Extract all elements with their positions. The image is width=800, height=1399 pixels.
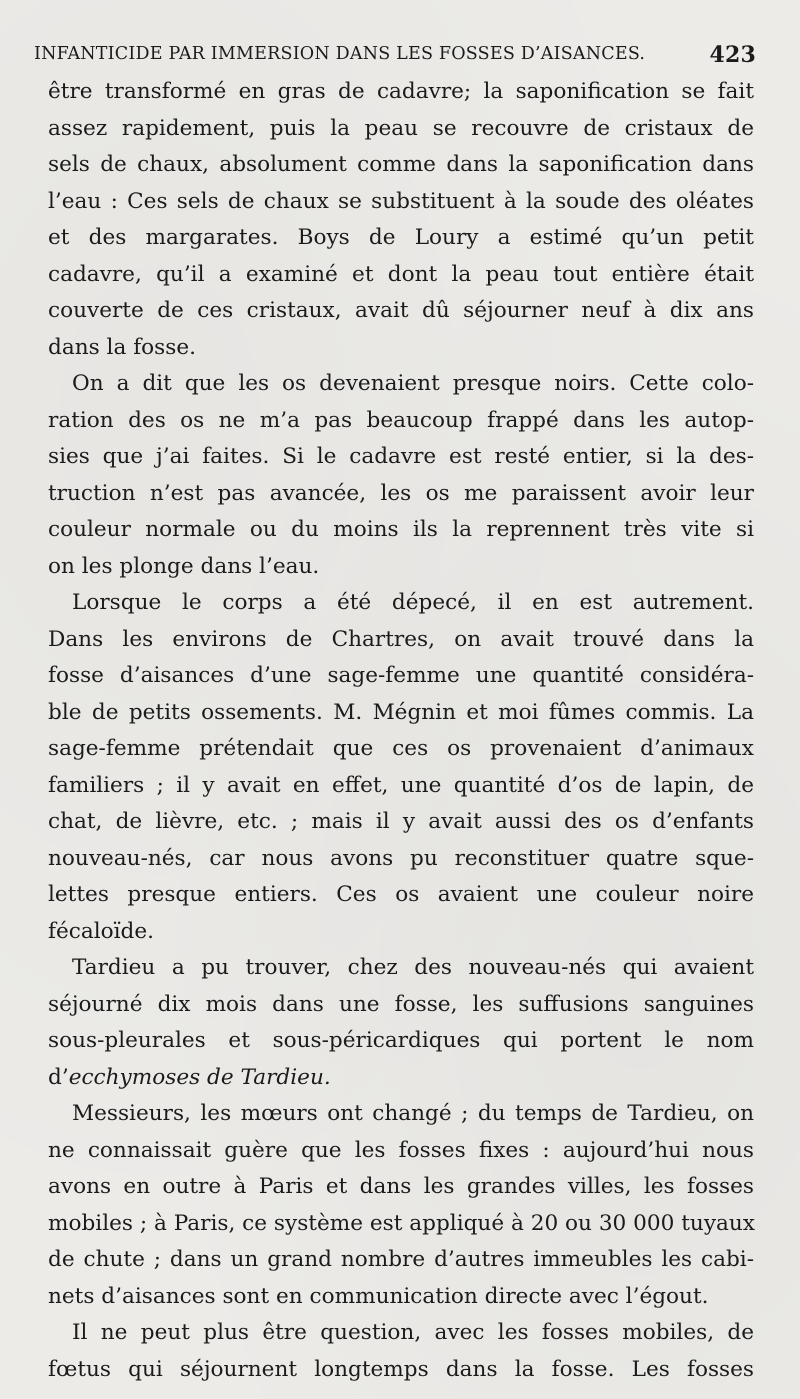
text-line: assez rapidement, puis la peau se recouvre de cristaux de xyxy=(48,115,754,141)
text-line: cadavre, qu’il a examiné et dont la peau tout entière était xyxy=(48,261,754,287)
text-line: Il ne peut plus être question, avec les fosses mobiles, de xyxy=(72,1320,754,1345)
text-line: être transformé en gras de cadavre; la saponification se fait xyxy=(48,79,754,104)
text-line: dans la fosse. xyxy=(48,334,196,360)
running-header xyxy=(34,34,756,74)
body-text xyxy=(48,74,754,1388)
text-line: nouveau-nés, car nous avons pu reconstituer quatre sque- xyxy=(48,845,754,871)
running-title: INFANTICIDE PAR IMMERSION DANS LES FOSSES D’AISANCES. xyxy=(34,44,646,64)
text-line: fosse d’aisances d’une sage-femme une quantité considéra- xyxy=(48,663,754,688)
text-line: familiers ; il y avait en effet, une quantité d’os de lapin, de xyxy=(48,772,754,798)
text-line: On a dit que les os devenaient presque noirs. Cette colo- xyxy=(72,371,754,396)
text-line: d’ecchymoses de Tardieu. xyxy=(48,1064,331,1090)
text-line: couleur normale ou du moins ils la reprennent très vite si xyxy=(48,517,754,542)
text-line: avons en outre à Paris et dans les grandes villes, les fosses xyxy=(48,1174,754,1199)
text-line: mobiles ; à Paris, ce système est appliqué à 20 ou 30 000 tuyaux xyxy=(48,1210,755,1236)
text-line: Dans les environs de Chartres, on avait trouvé dans la xyxy=(48,626,754,652)
italic-term: ecchymoses de Tardieu. xyxy=(68,1064,331,1090)
text-line: chat, de lièvre, etc. ; mais il y avait aussi des os d’enfants xyxy=(48,809,754,834)
text-line: ration des os ne m’a pas beaucoup frappé dans les autop- xyxy=(48,407,754,433)
text-line: lettes presque entiers. Ces os avaient une couleur noire xyxy=(48,882,754,907)
text-line: fécaloïde. xyxy=(48,918,155,944)
text-line: couverte de ces cristaux, avait dû séjourner neuf à dix ans xyxy=(48,298,754,323)
text-line: Lorsque le corps a été dépecé, il en est autrement. xyxy=(72,590,754,615)
text-line: sies que j’ai faites. Si le cadavre est resté entier, si la des- xyxy=(48,444,754,469)
text-line: sels de chaux, absolument comme dans la saponification dans xyxy=(48,152,754,177)
text-line: de chute ; dans un grand nombre d’autres immeubles les cabi- xyxy=(48,1247,754,1272)
text-line: on les plonge dans l’eau. xyxy=(48,553,320,579)
text-line: ble de petits ossements. M. Mégnin et moi fûmes commis. La xyxy=(48,699,754,725)
text-line: ne connaissait guère que les fosses fixes : aujourd’hui nous xyxy=(48,1137,754,1163)
text-line: sage-femme prétendait que ces os provenaient d’animaux xyxy=(48,736,754,761)
text-line: et des margarates. Boys de Loury a estimé qu’un petit xyxy=(48,225,754,250)
text-line: sous-pleurales et sous-péricardiques qui portent le nom xyxy=(48,1028,754,1053)
text-line: Messieurs, les mœurs ont changé ; du temps de Tardieu, on xyxy=(72,1101,754,1126)
page-number: 423 xyxy=(709,42,756,68)
text-line: truction n’est pas avancée, les os me paraissent avoir leur xyxy=(48,480,754,506)
text-line: séjourné dix mois dans une fosse, les suffusions sanguines xyxy=(48,991,754,1017)
text-line: nets d’aisances sont en communication directe avec l’égout. xyxy=(48,1283,709,1309)
text-line: l’eau : Ces sels de chaux se substituent à la soude des oléates xyxy=(48,188,754,214)
text-line: fœtus qui séjournent longtemps dans la fosse. Les fosses xyxy=(48,1356,754,1382)
text-line: Tardieu a pu trouver, chez des nouveau-nés qui avaient xyxy=(72,955,754,980)
